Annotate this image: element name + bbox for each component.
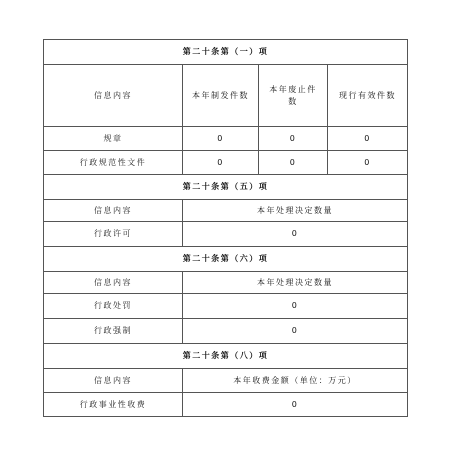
- disclosure-table: [43, 39, 408, 417]
- section-title-20-5: 第二十条第（五）项: [44, 175, 408, 200]
- regulations-abolished-value: 0: [259, 127, 328, 151]
- header-fee-amount: 本年收费金额（单位：万元）: [183, 369, 408, 393]
- header-info-content: 信息内容: [44, 65, 183, 127]
- header-info-content: 信息内容: [44, 272, 183, 294]
- row-label-regulations: 规章: [44, 127, 183, 151]
- row-label-admin-license: 行政许可: [44, 222, 183, 247]
- normative-abolished-value: 0: [259, 151, 328, 175]
- row-label-admin-fees: 行政事业性收费: [44, 393, 183, 417]
- regulations-issued-value: 0: [183, 127, 259, 151]
- admin-license-value: 0: [183, 222, 408, 247]
- admin-enforcement-value: 0: [183, 319, 408, 344]
- section-title-20-1: 第二十条第（一）项: [44, 40, 408, 65]
- normative-valid-value: 0: [328, 151, 408, 175]
- header-decision-count: 本年处理决定数量: [183, 272, 408, 294]
- header-abolished-count: 本年废止件数: [259, 65, 328, 127]
- section-title-20-8: 第二十条第（八）项: [44, 344, 408, 369]
- section-title-20-6: 第二十条第（六）项: [44, 247, 408, 272]
- header-info-content: 信息内容: [44, 369, 183, 393]
- row-label-admin-penalty: 行政处罚: [44, 294, 183, 319]
- header-decision-count: 本年处理决定数量: [183, 200, 408, 222]
- admin-fees-value: 0: [183, 393, 408, 417]
- header-issued-count: 本年制发件数: [183, 65, 259, 127]
- normative-issued-value: 0: [183, 151, 259, 175]
- header-info-content: 信息内容: [44, 200, 183, 222]
- row-label-admin-enforcement: 行政强制: [44, 319, 183, 344]
- row-label-normative-docs: 行政规范性文件: [44, 151, 183, 175]
- admin-penalty-value: 0: [183, 294, 408, 319]
- header-valid-count: 现行有效件数: [328, 65, 408, 127]
- regulations-valid-value: 0: [328, 127, 408, 151]
